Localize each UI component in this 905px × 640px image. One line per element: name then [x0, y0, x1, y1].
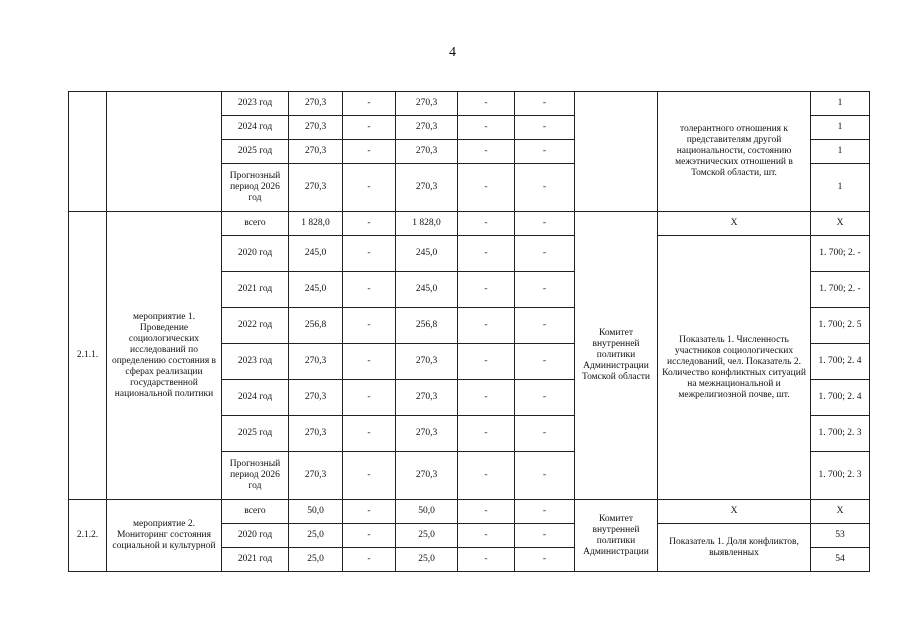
- year-cell: 2024 год: [222, 380, 289, 416]
- extra-cell: -: [515, 92, 575, 116]
- executor-cell: [575, 92, 658, 212]
- indicator-value-cell: 1. 700; 2. -: [811, 272, 870, 308]
- federal-cell: -: [343, 308, 396, 344]
- extra-cell: -: [515, 380, 575, 416]
- federal-cell: -: [343, 500, 396, 524]
- activity-name: мероприятие 2. Мониторинг состояния социальной и культурной: [107, 500, 222, 572]
- regional-cell: 270,3: [396, 164, 458, 212]
- local-cell: -: [458, 116, 515, 140]
- page-number: 4: [449, 45, 456, 60]
- table-row: [69, 92, 870, 116]
- year-cell: 2020 год: [222, 236, 289, 272]
- indicator-value-cell: 1. 700; 2. -: [811, 236, 870, 272]
- year-cell: 2020 год: [222, 524, 289, 548]
- federal-cell: -: [343, 164, 396, 212]
- local-cell: -: [458, 416, 515, 452]
- extra-cell: -: [515, 524, 575, 548]
- year-cell: 2023 год: [222, 92, 289, 116]
- indicator-value-cell: 1. 700; 2. 4: [811, 380, 870, 416]
- federal-cell: -: [343, 212, 396, 236]
- year-cell: 2025 год: [222, 416, 289, 452]
- indicator-value-cell: 1. 700; 2. 3: [811, 452, 870, 500]
- indicator-value-cell: X: [811, 500, 870, 524]
- indicator-value-cell: 1. 700; 2. 3: [811, 416, 870, 452]
- extra-cell: -: [515, 416, 575, 452]
- activity-name: мероприятие 1. Проведение социологических исследований по определению состояния в сферах реализации государственной национальной политики: [107, 212, 222, 500]
- year-cell: 2021 год: [222, 272, 289, 308]
- indicator-value-cell: 1: [811, 140, 870, 164]
- total-cell: 270,3: [289, 416, 343, 452]
- total-cell: 270,3: [289, 92, 343, 116]
- extra-cell: -: [515, 548, 575, 572]
- federal-cell: -: [343, 140, 396, 164]
- regional-cell: 245,0: [396, 272, 458, 308]
- total-cell: 1 828,0: [289, 212, 343, 236]
- table-row: [69, 500, 870, 524]
- indicator-value-cell: 54: [811, 548, 870, 572]
- total-cell: 270,3: [289, 164, 343, 212]
- indicator-name-cell: X: [658, 212, 811, 236]
- federal-cell: -: [343, 548, 396, 572]
- local-cell: -: [458, 272, 515, 308]
- extra-cell: -: [515, 116, 575, 140]
- indicator-value-cell: 1. 700; 2. 5: [811, 308, 870, 344]
- total-cell: 25,0: [289, 524, 343, 548]
- total-cell: 270,3: [289, 116, 343, 140]
- indicator-cell: Показатель 1. Доля конфликтов, выявленных: [658, 524, 811, 572]
- regional-cell: 1 828,0: [396, 212, 458, 236]
- federal-cell: -: [343, 116, 396, 140]
- local-cell: -: [458, 524, 515, 548]
- regional-cell: 270,3: [396, 140, 458, 164]
- total-cell: 270,3: [289, 344, 343, 380]
- local-cell: -: [458, 308, 515, 344]
- table-row: [69, 212, 870, 236]
- local-cell: -: [458, 452, 515, 500]
- extra-cell: -: [515, 452, 575, 500]
- year-cell: 2022 год: [222, 308, 289, 344]
- indicator-value-cell: 1: [811, 164, 870, 212]
- total-cell: 270,3: [289, 140, 343, 164]
- name-cell: [107, 92, 222, 212]
- indicator-value-cell: 1. 700; 2. 4: [811, 344, 870, 380]
- total-cell: 50,0: [289, 500, 343, 524]
- federal-cell: -: [343, 524, 396, 548]
- total-cell: 270,3: [289, 452, 343, 500]
- year-cell: всего: [222, 212, 289, 236]
- federal-cell: -: [343, 416, 396, 452]
- extra-cell: -: [515, 212, 575, 236]
- extra-cell: -: [515, 140, 575, 164]
- item-number: 2.1.2.: [69, 500, 107, 572]
- local-cell: -: [458, 380, 515, 416]
- extra-cell: -: [515, 272, 575, 308]
- total-cell: 270,3: [289, 380, 343, 416]
- regional-cell: 270,3: [396, 452, 458, 500]
- item-number: 2.1.1.: [69, 212, 107, 500]
- local-cell: -: [458, 140, 515, 164]
- local-cell: -: [458, 164, 515, 212]
- indicator-value-cell: 1: [811, 116, 870, 140]
- program-table: [68, 91, 870, 572]
- regional-cell: 270,3: [396, 416, 458, 452]
- extra-cell: -: [515, 308, 575, 344]
- extra-cell: -: [515, 164, 575, 212]
- local-cell: -: [458, 212, 515, 236]
- federal-cell: -: [343, 272, 396, 308]
- local-cell: -: [458, 344, 515, 380]
- total-cell: 25,0: [289, 548, 343, 572]
- indicator-value-cell: 53: [811, 524, 870, 548]
- year-cell: 2021 год: [222, 548, 289, 572]
- year-cell: 2024 год: [222, 116, 289, 140]
- local-cell: -: [458, 236, 515, 272]
- executor-cell: Комитет внутренней политики Администрации: [575, 500, 658, 572]
- regional-cell: 270,3: [396, 380, 458, 416]
- indicator-name-cell: X: [658, 500, 811, 524]
- regional-cell: 256,8: [396, 308, 458, 344]
- regional-cell: 270,3: [396, 116, 458, 140]
- federal-cell: -: [343, 92, 396, 116]
- extra-cell: -: [515, 500, 575, 524]
- local-cell: -: [458, 92, 515, 116]
- no-cell: [69, 92, 107, 212]
- regional-cell: 270,3: [396, 92, 458, 116]
- executor-cell: Комитет внутренней политики Администрации Томской области: [575, 212, 658, 500]
- federal-cell: -: [343, 380, 396, 416]
- indicator-value-cell: 1: [811, 92, 870, 116]
- federal-cell: -: [343, 344, 396, 380]
- year-cell: Прогнозный период 2026 год: [222, 164, 289, 212]
- total-cell: 245,0: [289, 236, 343, 272]
- year-cell: 2023 год: [222, 344, 289, 380]
- local-cell: -: [458, 548, 515, 572]
- total-cell: 245,0: [289, 272, 343, 308]
- total-cell: 256,8: [289, 308, 343, 344]
- year-cell: всего: [222, 500, 289, 524]
- indicator-value-cell: X: [811, 212, 870, 236]
- regional-cell: 50,0: [396, 500, 458, 524]
- federal-cell: -: [343, 236, 396, 272]
- extra-cell: -: [515, 236, 575, 272]
- regional-cell: 270,3: [396, 344, 458, 380]
- regional-cell: 245,0: [396, 236, 458, 272]
- regional-cell: 25,0: [396, 548, 458, 572]
- extra-cell: -: [515, 344, 575, 380]
- year-cell: Прогнозный период 2026 год: [222, 452, 289, 500]
- federal-cell: -: [343, 452, 396, 500]
- regional-cell: 25,0: [396, 524, 458, 548]
- local-cell: -: [458, 500, 515, 524]
- indicator-cell: толерантного отношения к представителям другой национальности, состоянию межэтнических отношений в Томской области, шт.: [658, 92, 811, 212]
- year-cell: 2025 год: [222, 140, 289, 164]
- indicator-cell: Показатель 1. Численность участников социологических исследований, чел. Показатель 2. Количество конфликтных ситуаций на межнациональной и межрелигиозной почве, шт.: [658, 236, 811, 500]
